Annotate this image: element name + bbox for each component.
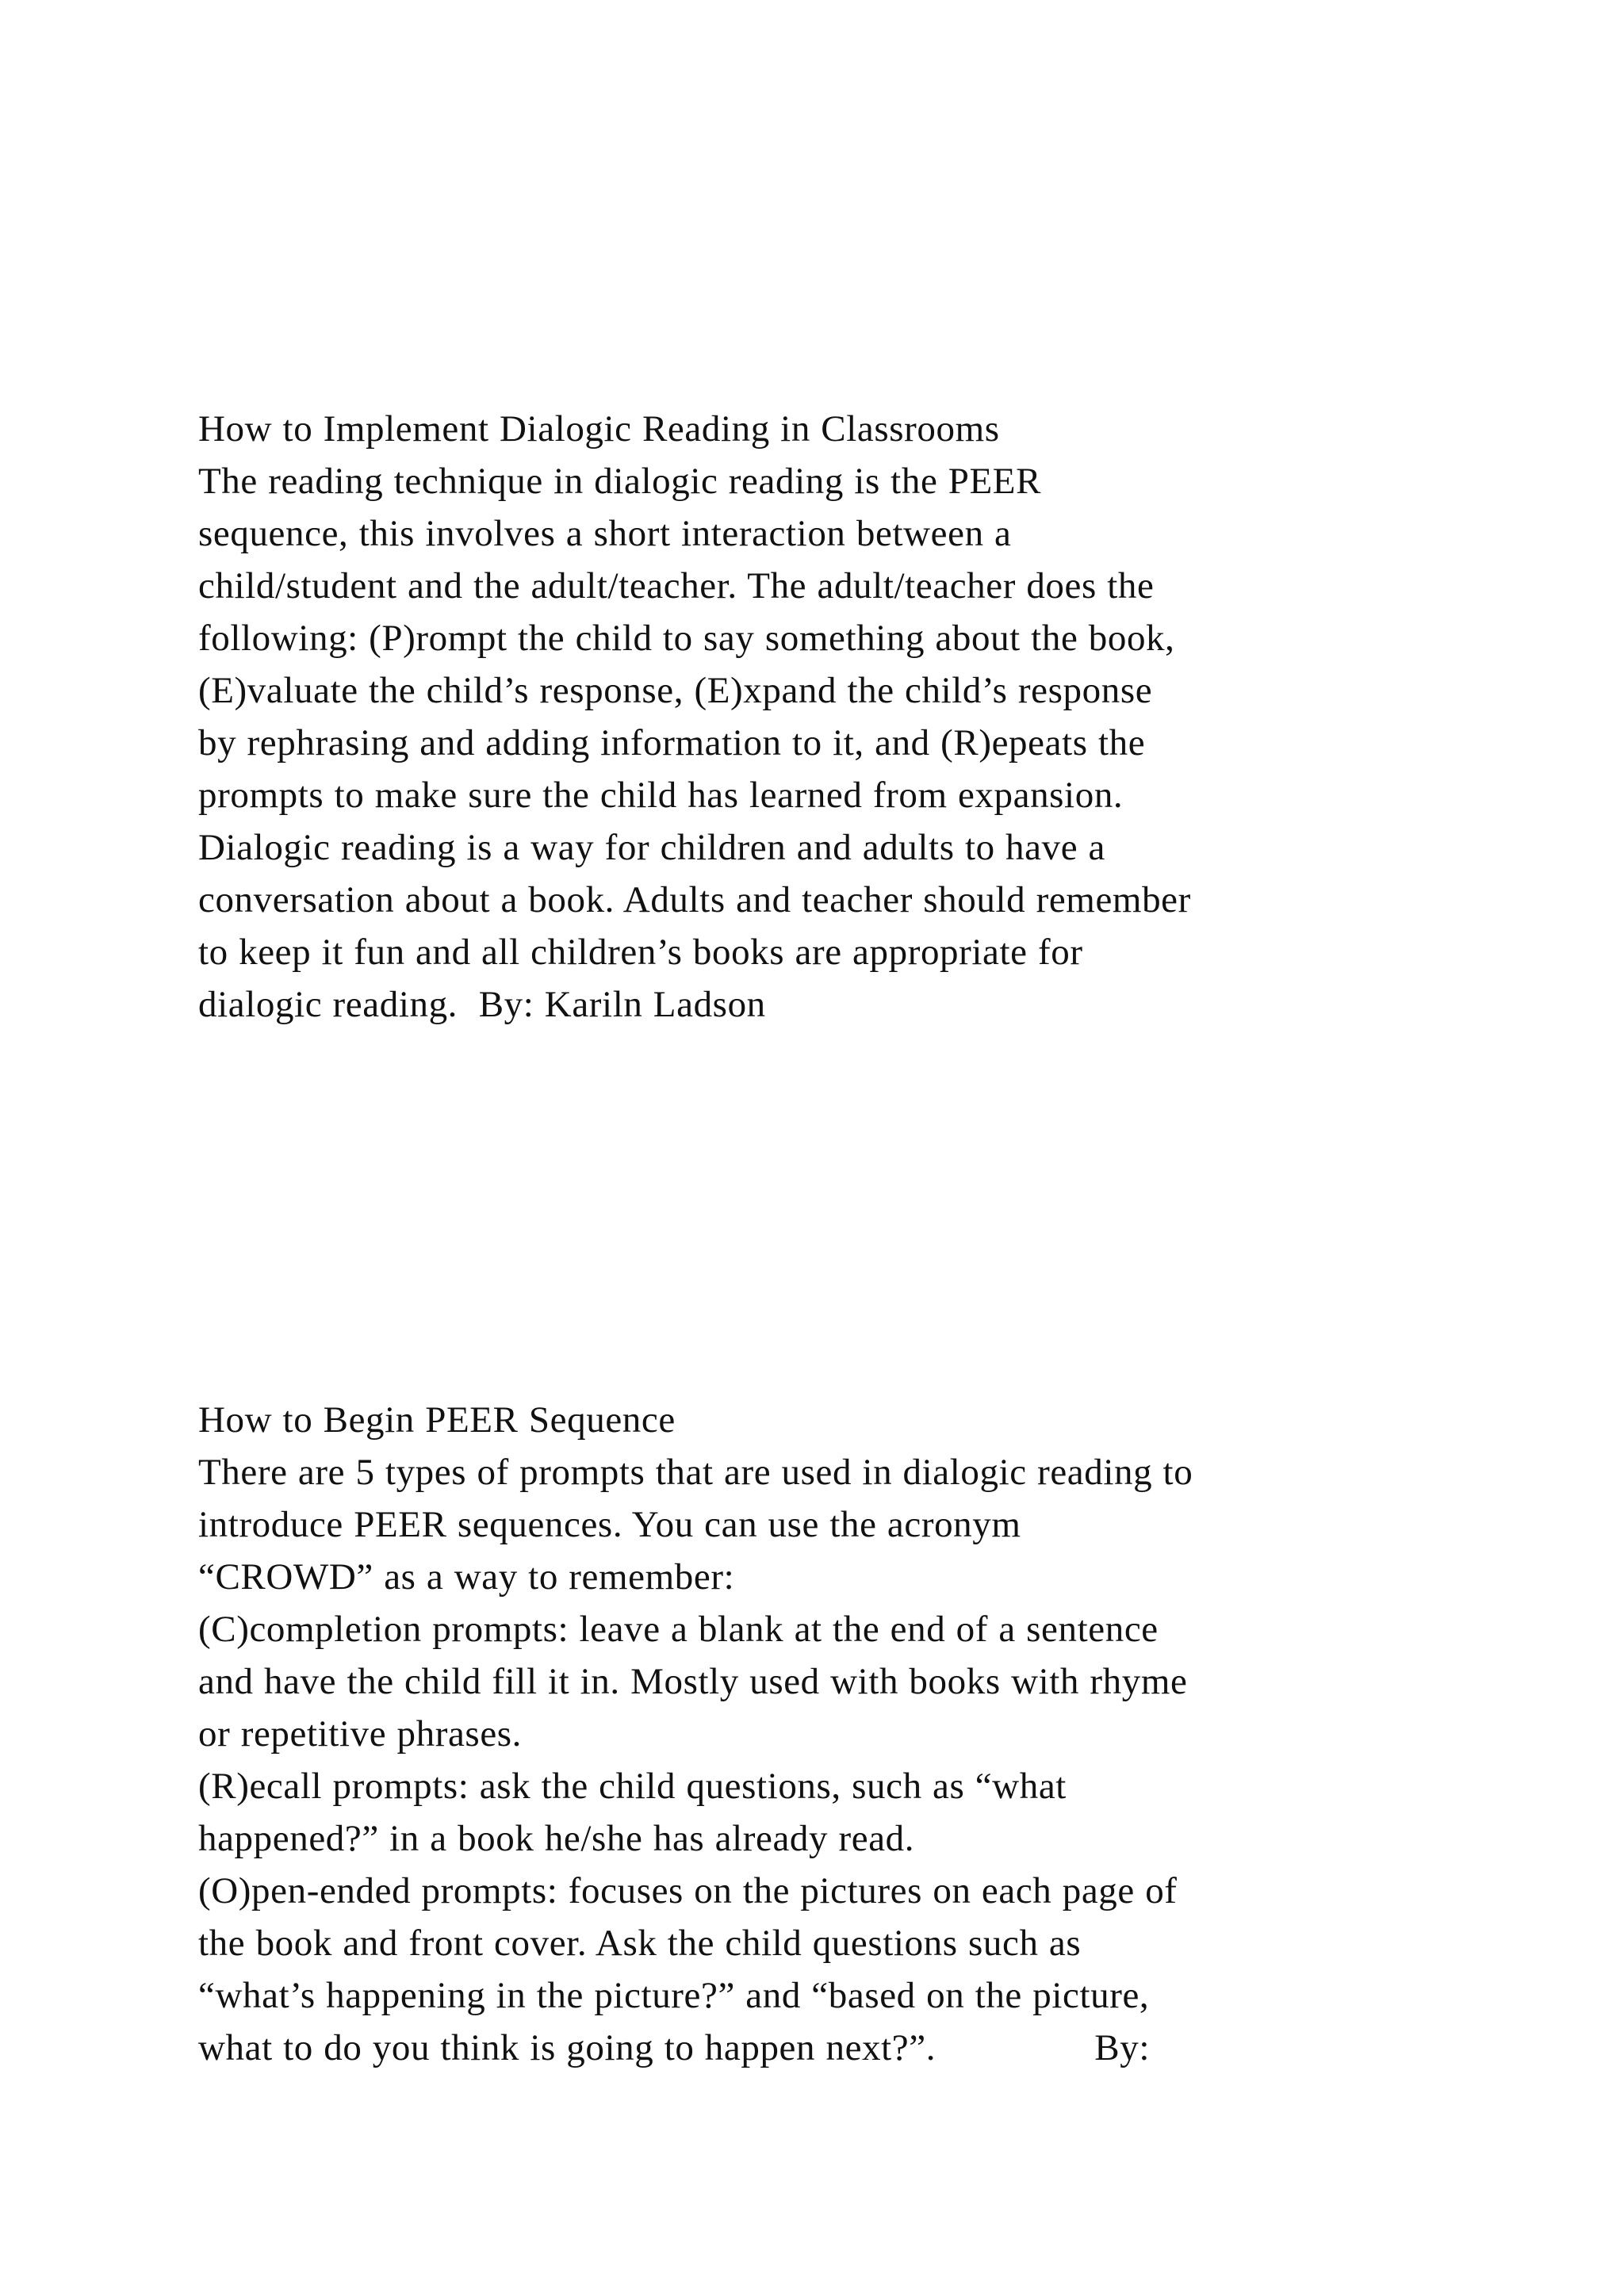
body-line: by rephrasing and adding information to it, and (R)epeats the xyxy=(198,722,1146,763)
body-line: (E)valuate the child’s response, (E)xpand the child’s response xyxy=(198,670,1153,711)
body-line: or repetitive phrases. xyxy=(198,1713,523,1755)
body-line: sequence, this involves a short interaction between a xyxy=(198,513,1012,554)
section-title: How to Implement Dialogic Reading in Classrooms xyxy=(198,408,1000,450)
section-dialogic-reading xyxy=(198,403,1515,1031)
body-line: happened?” in a book he/she has already read. xyxy=(198,1818,915,1859)
body-line: (R)ecall prompts: ask the child questions, such as “what xyxy=(198,1766,1067,1807)
body-line: prompts to make sure the child has learned from expansion. xyxy=(198,775,1124,816)
body-line: (O)pen-ended prompts: focuses on the pictures on each page of xyxy=(198,1870,1178,1911)
body-line: conversation about a book. Adults and teacher should remember xyxy=(198,879,1191,920)
section-title: How to Begin PEER Sequence xyxy=(198,1399,676,1441)
body-line: “CROWD” as a way to remember: xyxy=(198,1556,735,1598)
body-line: introduce PEER sequences. You can use the acronym xyxy=(198,1504,1021,1545)
body-line: (C)completion prompts: leave a blank at the end of a sentence xyxy=(198,1609,1159,1650)
body-line-by: what to do you think is going to happen next?”. By: xyxy=(198,2027,1151,2068)
body-line: following: (P)rompt the child to say something about the book, xyxy=(198,618,1175,659)
body-line: Dialogic reading is a way for children and adults to have a xyxy=(198,827,1105,868)
body-line: The reading technique in dialogic reading is the PEER xyxy=(198,461,1042,502)
body-line: child/student and the adult/teacher. The adult/teacher does the xyxy=(198,565,1155,607)
body-line: and have the child fill it in. Mostly used with books with rhyme xyxy=(198,1661,1188,1702)
body-line: “what’s happening in the picture?” and “based on the picture, xyxy=(198,1975,1150,2016)
section-peer-sequence xyxy=(198,1394,1515,2074)
body-line: There are 5 types of prompts that are used in dialogic reading to xyxy=(198,1452,1193,1493)
body-line: the book and front cover. Ask the child questions such as xyxy=(198,1923,1082,1964)
body-line-author: dialogic reading. By: Kariln Ladson xyxy=(198,984,766,1025)
body-line: to keep it fun and all children’s books are appropriate for xyxy=(198,932,1083,973)
